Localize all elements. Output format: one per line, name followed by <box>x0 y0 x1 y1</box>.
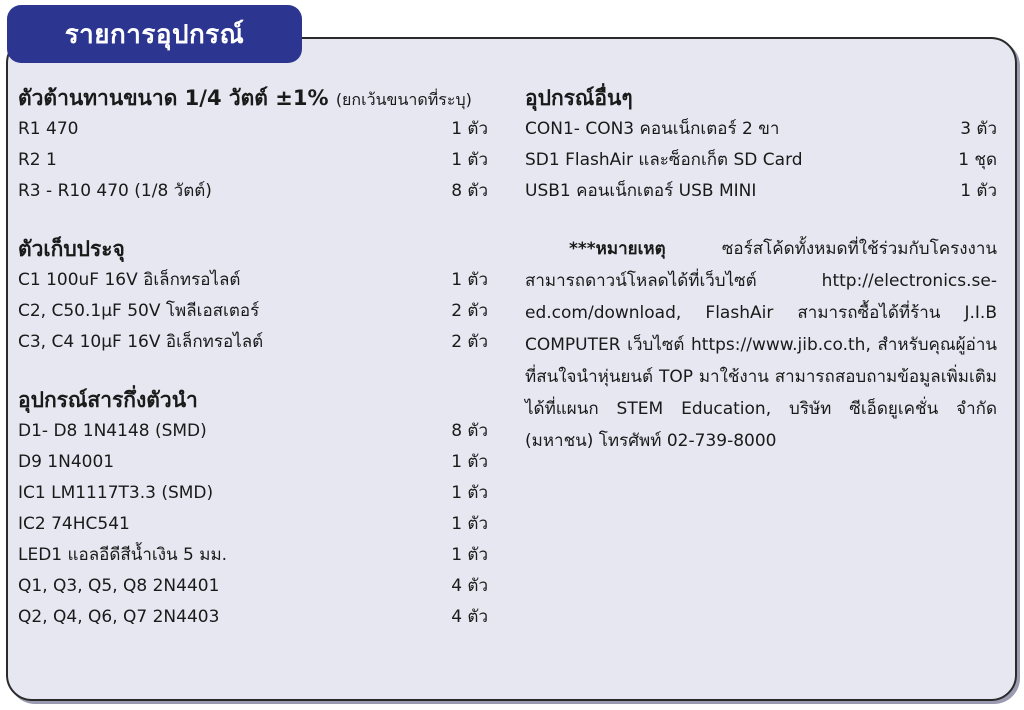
item-qty: 1 ตัว <box>451 452 488 472</box>
title-tab <box>7 5 302 63</box>
item-qty: 1 ตัว <box>451 514 488 534</box>
left-column <box>18 82 488 659</box>
item-name: LED1 แอลอีดีสีน้ำเงิน 5 มม. <box>18 545 228 565</box>
remark-paragraph <box>525 233 997 457</box>
item-name: IC1 LM1117T3.3 (SMD) <box>18 483 214 503</box>
item-name: C3, C4 10µF 16V อิเล็กทรอไลต์ <box>18 332 264 352</box>
item-name: USB1 คอนเน็กเตอร์ USB MINI <box>525 181 757 201</box>
section-capacitors <box>18 233 488 358</box>
section-semiconductors <box>18 384 488 633</box>
section-resistors <box>18 82 488 207</box>
list-item <box>18 416 488 447</box>
item-qty: 2 ตัว <box>451 332 488 352</box>
item-name: D1- D8 1N4148 (SMD) <box>18 421 207 441</box>
item-qty: 1 ตัว <box>451 270 488 290</box>
item-qty: 1 ตัว <box>451 483 488 503</box>
item-qty: 4 ตัว <box>451 607 488 627</box>
list-item <box>18 509 488 540</box>
list-item <box>18 447 488 478</box>
item-qty: 1 ตัว <box>451 150 488 170</box>
list-item <box>18 540 488 571</box>
item-qty: 1 ตัว <box>451 119 488 139</box>
item-qty: 8 ตัว <box>451 421 488 441</box>
item-name: CON1- CON3 คอนเน็กเตอร์ 2 ขา <box>525 119 780 139</box>
item-qty: 1 ชุด <box>958 150 997 170</box>
list-item <box>18 571 488 602</box>
item-name: R1 470 <box>18 119 79 139</box>
section-note-resistors: (ยกเว้นขนาดที่ระบุ) <box>335 90 472 109</box>
list-item <box>18 176 488 207</box>
list-item <box>525 145 997 176</box>
item-qty: 1 ตัว <box>451 545 488 565</box>
list-item <box>18 602 488 633</box>
item-qty: 2 ตัว <box>451 301 488 321</box>
item-name: R3 - R10 470 (1/8 วัตต์) <box>18 181 212 201</box>
list-item <box>18 296 488 327</box>
list-item <box>18 327 488 358</box>
item-name: D9 1N4001 <box>18 452 115 472</box>
item-qty: 4 ตัว <box>451 576 488 596</box>
list-item <box>18 145 488 176</box>
section-others <box>525 82 997 207</box>
item-name: C2, C50.1µF 50V โพลีเอสเตอร์ <box>18 301 260 321</box>
section-heading-capacitors: ตัวเก็บประจุ <box>18 237 125 261</box>
item-qty: 1 ตัว <box>960 181 997 201</box>
remark-label: ***หมายเหตุ <box>569 239 666 259</box>
list-item <box>18 265 488 296</box>
item-name: IC2 74HC541 <box>18 514 130 534</box>
item-name: SD1 FlashAir และซ็อกเก็ต SD Card <box>525 150 803 170</box>
section-heading-others: อุปกรณ์อื่นๆ <box>525 86 633 110</box>
list-item <box>525 176 997 207</box>
item-name: R2 1 <box>18 150 57 170</box>
list-item <box>525 114 997 145</box>
page-title: รายการอุปกรณ์ <box>64 19 245 50</box>
remark-text: ซอร์สโค้ดทั้งหมดที่ใช้ร่วมกับโครงงานสามารถดาวน์โหลดได้ที่เว็บไซต์ http://electronics.se-ed.com/download, FlashAir สามารถซื้อได้ที่ร้าน J.I.B COMPUTER เว็บไซต์ https://www.jib.co.th, สำหรับคุณผู้อ่านที่สนใจนำหุ่นยนต์ TOP มาใช้งาน สามารถสอบถามข้อมูลเพิ่มเติมได้ที่แผนก STEM Education, บริษัท ซีเอ็ดยูเคชั่น จำกัด (มหาชน) โทรศัพท์ 02-739-8000 <box>525 239 997 451</box>
item-qty: 3 ตัว <box>960 119 997 139</box>
item-name: C1 100uF 16V อิเล็กทรอไลต์ <box>18 270 241 290</box>
section-heading-resistors: ตัวต้านทานขนาด 1/4 วัตต์ ±1% (ยกเว้นขนาดที่ระบุ) <box>18 86 472 110</box>
section-heading-semiconductors: อุปกรณ์สารกึ่งตัวนำ <box>18 388 198 412</box>
item-name: Q2, Q4, Q6, Q7 2N4403 <box>18 607 220 627</box>
right-column <box>525 82 997 457</box>
item-qty: 8 ตัว <box>451 181 488 201</box>
item-name: Q1, Q3, Q5, Q8 2N4401 <box>18 576 220 596</box>
list-item <box>18 114 488 145</box>
list-item <box>18 478 488 509</box>
